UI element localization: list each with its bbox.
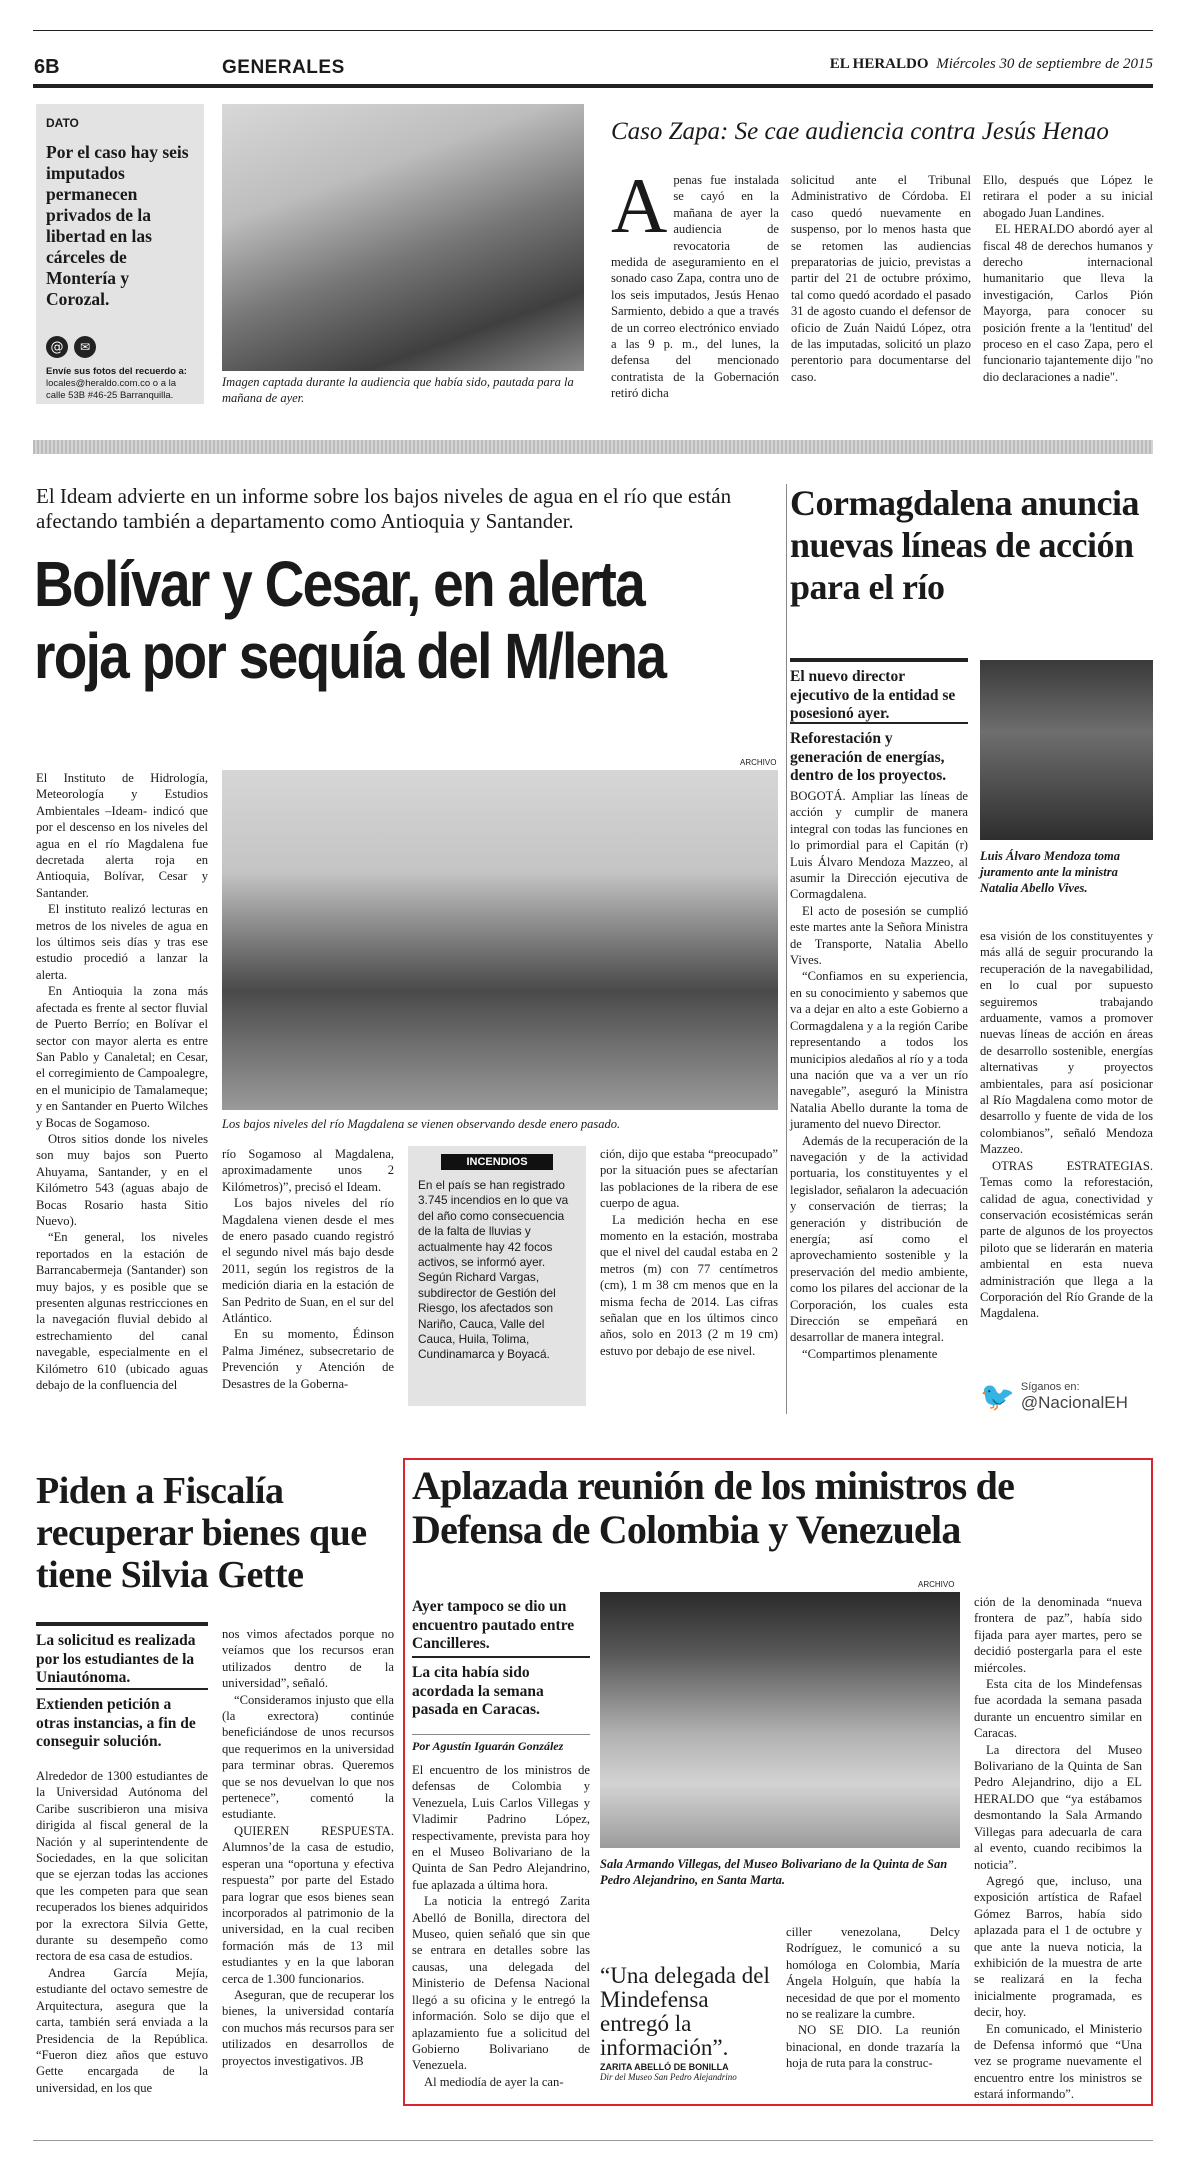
sequia-col2-p3: En su momento, Édinson Palma Jiménez, subsecretario de Prevención y Atención de Desastres de la Goberna- [222, 1327, 394, 1391]
ministros-col1-p3: Al mediodía de ayer la can- [424, 2074, 564, 2089]
sequia-col-3 [600, 1146, 778, 1359]
fiscalia-col-1 [36, 1768, 208, 2096]
zapa-col-3 [983, 172, 1153, 385]
zapa-col-1 [611, 162, 779, 402]
sequia-photo [222, 770, 778, 1110]
bottom-rule [33, 2140, 1153, 2141]
fiscalia-lead-1: La solicitud es realizada por los estudiantes de la Uniautónoma. [36, 1622, 208, 1688]
sequia-deck: El Ideam advierte en un informe sobre los bajos niveles de agua en el río que están afectando también a departamento como Antioquia y Santander. [36, 484, 732, 533]
fiscalia-col1-p1: Alrededor de 1300 estudiantes de la Universidad Autónoma del Caribe suscribieron una misiva dirigida al fiscal general de la Nación y al superintendente de Sociedades, en la que solicitan que se ejerzan todas las acciones que les competen para que sean recuperados los bienes adquiridos por la exrectora Silvia Gette, durante su desempeño como rectora de esa casa de estudios. [36, 1769, 208, 1964]
quote-role: Dir del Museo San Pedro Alejandrino [600, 2072, 737, 2082]
column-divider [786, 484, 787, 1414]
ministros-col3-p5: En comunicado, el Ministerio de Defensa informó que “Una vez se programe nuevamente el encuentro entre los ministros se estará informando”. [974, 2021, 1142, 2102]
bird-icon: 🐦 [980, 1380, 1015, 1413]
cormag-col-1 [790, 788, 968, 1362]
cormagdalena-headline: Cormagdalena anuncia nuevas líneas de acción para el río [790, 483, 1140, 607]
ministros-col1-p1: El encuentro de los ministros de defensas de Colombia y Venezuela, Luis Carlos Villegas y Vladimir Padrino López, respectivamente, prevista para hoy en el Museo Bolivariano de la Quinta de San Pedro Alejandrino, fue aplazada a última hora. [412, 1763, 590, 1892]
sequia-photo-credit: ARCHIVO [740, 758, 777, 767]
fiscalia-col1-p2: Andrea García Mejía, estudiante del octavo semestre de Arquitectura, asegura que la carta, también será enviada a la Presidencia de la República. “Fueron diez años que estuvo Gette encargada de la universidad, en los que [36, 1965, 208, 2095]
cormag-col-2 [980, 928, 1153, 1322]
page-number: 6B [34, 56, 60, 78]
cormag-caption: Luis Álvaro Mendoza toma juramento ante la ministra Natalia Abello Vives. [980, 849, 1120, 895]
zapa-col3-p1: Ello, después que López le retirara el poder a su inicial abogado Juan Landines. [983, 173, 1153, 220]
contact-icons [46, 336, 204, 358]
ministros-caption: Sala Armando Villegas, del Museo Bolivariano de la Quinta de San Pedro Alejandrino, en Santa Marta. [600, 1857, 948, 1887]
ministros-lead-1: Ayer tampoco se dio un encuentro pautado entre Cancilleres. [412, 1598, 575, 1652]
incendios-box [408, 1146, 586, 1406]
ministros-col-1 [412, 1762, 590, 2090]
paper-name: EL HERALDO [829, 56, 929, 72]
fiscalia-col2-p1: nos vimos afectados porque no veíamos que los recursos eran utilizados dentro de la universidad”, señaló. [222, 1627, 394, 1691]
fiscalia-headline: Piden a Fiscalía recuperar bienes que tiene Silvia Gette [36, 1470, 367, 1596]
cormag-col1-p5: “Compartimos plenamente [802, 1346, 938, 1361]
email-at-icon: @ [46, 336, 68, 358]
ministros-col3-p1: ción de la denominada “nueva frontera de paz”, había sido fijada para ayer martes, pero se decidió postergarla para el este miércoles. [974, 1595, 1142, 1675]
follow-handle: @NacionalEH [1020, 1392, 1128, 1412]
fiscalia-col2-p2: “Consideramos injusto que ella (la exrectora) continúe beneficiándose de unos recursos que requerimos en la universidad para terminar obras. Queremos que se nos devuelvan lo que nos pertenece”, comentó la estudiante. [222, 1692, 394, 1822]
ministros-headline: Aplazada reunión de los ministros de Defensa de Colombia y Venezuela [412, 1463, 1015, 1552]
ministros-col3-p2: Esta cita de los Mindefensas fue acordada la semana pasada durante un encuentro similar en Caracas. [974, 1677, 1142, 1741]
top-rule [33, 30, 1153, 31]
fiscalia-lead-2: Extienden petición a otras instancias, a fin de conseguir solución. [36, 1688, 208, 1752]
ministros-lead-2: La cita había sido acordada la semana pasada en Caracas. [412, 1656, 590, 1720]
ministros-col3-p3: La directora del Museo Bolivariano de la Quinta de San Pedro Alejandrino, dijo a EL HERALDO que “ya estábamos desmontando la Sala Armando Villegas para adecuarla de cara al evento, cuando recibimos la noticia”. [974, 1742, 1142, 1872]
ministros-col1-p2: La noticia la entregó Zarita Abelló de Bonilla, directora del Museo, quien señaló que sin que se entrara en detalles sobre las causas, una delegada del Ministerio de Defensa Nacional llegó a su oficina y le entregó la información. Solo se dijo que el aplazamiento fue a solicitud del Gobierno Bolivariano de Venezuela. [412, 1894, 590, 2073]
sequia-col-1 [36, 770, 208, 1393]
incendios-title: INCENDIOS [441, 1154, 553, 1170]
masthead-right [780, 56, 1153, 73]
cormag-lead-1: El nuevo director ejecutivo de la entidad se posesionó ayer. [790, 658, 968, 724]
ministros-col3-p4: Agregó que, incluso, una exposición artística de Rafael Gómez Barros, había sido aplazada para el 1 de octubre y que ante la nueva noticia, la exhibición de la muestra de arte se realizará en la fecha inicialmente programada, es decir, hoy. [974, 1873, 1142, 2020]
quote-name: ZARITA ABELLÓ DE BONILLA [600, 2062, 729, 2072]
follow-text [1021, 1381, 1128, 1413]
dato-label: DATO [46, 116, 79, 130]
sequia-col1-p2: El instituto realizó lecturas en metros de los niveles de agua en los últimos seis días y tras ese estudio procedió a lanzar la alerta. [36, 902, 208, 982]
ministros-byline: Por Agustín Iguarán González [412, 1734, 590, 1754]
envelope-icon: ✉ [74, 336, 96, 358]
sequia-col3-p2: La medición hecha en ese momento en la estación, mostraba que el nivel del caudal estaba en 2 metros (m) con 77 centímetros (cm), 1 m 38 cm menos que en la misma fecha de 2014. Las cifras señalan que en los últimos cinco años, solo en 2013 (2 m 19 cm) estuvo por debajo de ese nivel. [600, 1212, 778, 1358]
ministros-photo-credit: ARCHIVO [918, 1580, 955, 1589]
dato-text: Por el caso hay seis imputados permanecen privados de la libertad en las cárceles de Montería y Corozal. [46, 142, 189, 309]
section-divider-band [33, 440, 1153, 454]
cormag-col1-p3: “Confiamos en su experiencia, en su conocimiento y sabemos que va a dejar en alto a este Gobierno a Cormagdalena y a la región Caribe representando a todos los municipios aledaños al río y a toda una nación que va a ver un río navegable”, aseguró la Ministra Natalia Abello durante la toma de juramento del nuevo Director. [790, 969, 968, 1132]
sequia-col1-p1: El Instituto de Hidrología, Meteorología y Estudios Ambientales –Ideam- indicó que por el descenso en los niveles del agua en el río Magdalena fue decretada alerta roja en Antioquia, Bolívar, Cesar y Santander. [36, 771, 208, 900]
follow-label: Síganos en: [1020, 1380, 1080, 1393]
send-address: locales@heraldo.com.co o a la calle 53B #46-25 Barranquilla. [46, 378, 177, 401]
ministros-col2-p2: NO SE DIO. La reunión binacional, en donde trazaría la hoja de ruta para la construc- [786, 2023, 960, 2071]
section-name: GENERALES [222, 57, 345, 78]
send-photos [46, 366, 198, 402]
zapa-photo [222, 104, 584, 371]
cormag-col2-p2: OTRAS ESTRATEGIAS. Temas como la reforestación, calidad de agua, conectividad y conservación ecosistémicas serán parte de algunos de los proyectos piloto que se liderarán en materia ambiental en esta nueva administración que llega a la Corporación del Río Grande de la Magdalena. [980, 1158, 1153, 1321]
pull-quote [600, 1964, 772, 2082]
follow-us[interactable] [980, 1380, 1153, 1413]
zapa-col-2: solicitud ante el Tribunal Administrativo de Córdoba. El caso quedó nuevamente en suspenso, por lo menos hasta que se retomen las audiencias preparatorias de juicio, previstas a partir del 21 de octubre próximo, tal como quedó acordado el pasado 31 de agosto cuando el defensor de oficio de Zuán Naidú López, otra de las imputadas, solicitó un plazo perentorio para documentarse del caso. [791, 173, 971, 384]
sequia-caption: Los bajos niveles del río Magdalena se vienen observando desde enero pasado. [222, 1117, 621, 1131]
ministros-col2-p1: ciller venezolana, Delcy Rodríguez, le comunicó a su homóloga en Colombia, María Ángela Holguín, que había la necesidad de que por el momento no se realizare la cumbre. [786, 1925, 960, 2022]
fiscalia-col2-p4: Aseguran, que de recuperar los bienes, la universidad contaría con muchos más recursos para ser utilizados en desarrollos de proyectos investigativos. JB [222, 1987, 394, 2068]
cormag-col1-p1: BOGOTÁ. Ampliar las líneas de acción y cumplir de manera integral con todas las funciones en lo primordial para el Capitán (r) Luis Álvaro Mendoza Mazzeo, al asumir la Dirección ejecutiva de Cormagdalena. [790, 789, 968, 902]
sequia-col1-p3: En Antioquia la zona más afectada es frente al sector fluvial de Puerto Berrío; en Bolívar el sector con mayor alerta es entre San Pablo y Canaletal; en Cesar, el corregimiento de Campoalegre, en el municipio de Tamalameque; y en Santander en Puerto Wilches y Bocas de Sogamoso. [36, 984, 208, 1130]
cormag-lead-2: Reforestación y generación de energías, dentro de los proyectos. [790, 722, 968, 786]
sequia-col2-p1: río Sogamoso al Magdalena, aproximadamente unos 2 Kilómetros)”, precisó el Ideam. [222, 1147, 394, 1194]
cormag-photo [980, 660, 1153, 840]
quote-text: “Una delegada del Mindefensa entregó la información”. [600, 1963, 770, 2060]
ministros-col-2 [786, 1924, 960, 2072]
sequia-col1-p5: “En general, los niveles reportados en la estación de Barrancabermeja (Santander) son muy bajos, y es posible que se presenten algunas restricciones en la navegación fluvial debido al estrechamiento del canal navegable, especialmente en el Kilómetro 610 (ubicado aguas debajo de la confluencia del [36, 1230, 208, 1393]
issue-date: Miércoles 30 de septiembre de 2015 [936, 56, 1153, 72]
masthead-rule [33, 84, 1153, 88]
cormag-col2-p1: esa visión de los constituyentes y más allá de seguir procurando la recuperación de la navegabilidad, en lo cual por supuesto seguiremos trabajando arduamente, vamos a promover nuevas líneas de acción en áreas de desarrollo sostenible, energías alternativas y proyectos ambientales, para así posicionar al Río Magdalena como motor de desarrollo y fuente de vida de los colombianos”, señaló Mendoza Mazzeo. [980, 929, 1153, 1157]
fiscalia-col2-p3: QUIEREN RESPUESTA. Alumnos’de la casa de estudio, esperan una “oportuna y efectiva respuesta” por parte del Estado para lograr que esos bienes sean incorporados al patrimonio de la universidad, en la cual reciben formación más de 13 mil estudiantes y en la que laboran cerca de 1.300 funcionarios. [222, 1823, 394, 1986]
zapa-drop-cap: A [611, 162, 668, 249]
sequia-col-2 [222, 1146, 394, 1392]
ministros-col-3 [974, 1594, 1142, 2103]
cormag-col1-p2: El acto de posesión se cumplió este martes ante la Señora Ministra de Transporte, Natalia Abello Vives. [790, 903, 968, 968]
fiscalia-col-2 [222, 1626, 394, 2069]
zapa-caption: Imagen captada durante la audiencia que había sido, pautada para la mañana de ayer. [222, 375, 574, 405]
dato-box [36, 104, 204, 404]
sequia-col3-p1: ción, dijo que estaba “preocupado” por la situación pues se afectarían las poblaciones de la ribera de ese cuerpo de agua. [600, 1147, 778, 1211]
ministros-photo [600, 1592, 960, 1848]
sequia-col2-p2: Los bajos niveles del río Magdalena vienen desde el mes de enero pasado cuando registró el segundo nivel más bajo desde 2011, según los registros de la medición diaria en la estación de San Pedrito de Suan, en el sur del Atlántico. [222, 1196, 394, 1326]
zapa-col3-p2: EL HERALDO abordó ayer al fiscal 48 de derechos humanos y derecho internacional humanitario que lleva la investigación, Carlos Pión Mayorga, para conocer su posición frente a la 'lentitud' del proceso en el caso Zapa, pero el funcionario tajantemente dijo "no dio declaraciones a nadie". [983, 222, 1153, 384]
sequia-headline: Bolívar y Cesar, en alerta roja por sequía del M/lena [34, 548, 666, 692]
sequia-col1-p4: Otros sitios donde los niveles son muy bajos son Puerto Ahuyama, Santander, y en el Kilómetro 543 (aguas abajo de Bocas Rosario hasta Sitio Nuevo). [36, 1131, 208, 1228]
zapa-headline: Caso Zapa: Se cae audiencia contra Jesús Henao [611, 118, 1109, 145]
send-photos-label: Envíe sus fotos del recuerdo a: [46, 366, 187, 377]
cormag-col1-p4: Además de la recuperación de la navegación y de la actividad portuaria, los constituyentes y el legislador, señalaron la adecuación y conservación de tierras; la generación y distribución de energía; así como el aprovechamiento sostenible y la preservación del medio ambiente, como los pilares del accionar de la Corporación, los cuales esta Dirección se empeñará en desarrollar de manera integral. [790, 1133, 968, 1345]
incendios-text: En el país se han registrado 3.745 incendios en lo que va del año como consecuencia de la falta de lluvias y actualmente hay 42 focos activos, se informó ayer. Según Richard Vargas, subdirector de Gestión del Riesgo, los afectados son Nariño, Cauca, Valle del Cauca, Huila, Tolima, Cundinamarca y Boyacá. [418, 1178, 569, 1362]
zapa-col1-text: penas fue instalada se cayó en la mañana de ayer la audiencia de revocatoria de medida de aseguramiento en el sonado caso Zapa, contra uno de los seis imputados, Jesús Henao Sarmiento, debido a que a través de un correo electrónico enviado a las 9 p. m., del lunes, la defensa del mencionado contratista de la Gobernación retiró dicha [611, 173, 779, 401]
